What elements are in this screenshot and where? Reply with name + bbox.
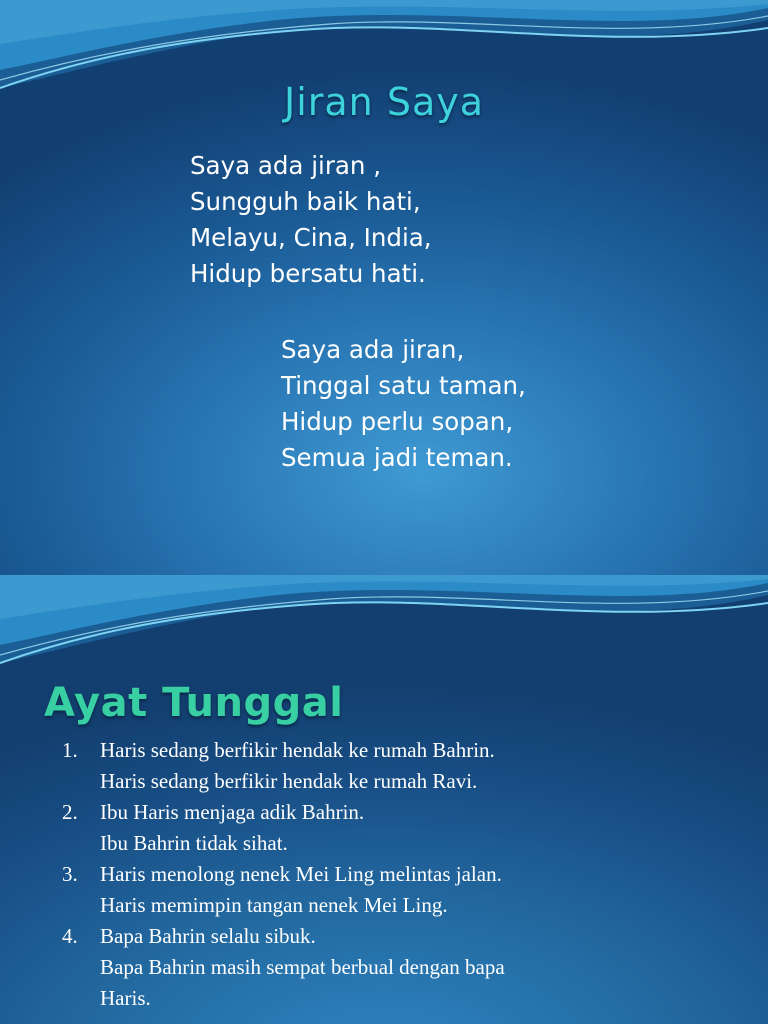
poem-line: Melayu, Cina, India, xyxy=(190,223,432,252)
poem-line: Saya ada jiran , xyxy=(190,151,382,180)
list-item-line: Bapa Bahrin selalu sibuk. xyxy=(100,924,316,948)
poem-stanza-2 xyxy=(281,332,526,476)
list-item-line: Haris sedang berfikir hendak ke rumah Bahrin. xyxy=(100,738,495,762)
list-number: 2. xyxy=(62,800,78,824)
poem-line: Hidup perlu sopan, xyxy=(281,407,514,436)
slide-ayat-tunggal xyxy=(0,575,768,1024)
slide-title: Ayat Tunggal xyxy=(44,680,344,726)
poem-line: Semua jadi teman. xyxy=(281,443,513,472)
list-item-line: Haris. xyxy=(100,986,151,1010)
list-number: 3. xyxy=(62,862,78,886)
list-item-line: Haris menolong nenek Mei Ling melintas jalan. xyxy=(100,862,502,886)
poem-line: Sungguh baik hati, xyxy=(190,187,421,216)
list-item-line: Haris sedang berfikir hendak ke rumah Ravi. xyxy=(100,769,478,793)
poem-line: Tinggal satu taman, xyxy=(281,371,526,400)
list-item-line: Ibu Bahrin tidak sihat. xyxy=(100,831,288,855)
poem-stanza-1 xyxy=(190,148,432,292)
list-item-line: Haris memimpin tangan nenek Mei Ling. xyxy=(100,893,448,917)
list-number: 4. xyxy=(62,924,78,948)
list-item-line: Bapa Bahrin masih sempat berbual dengan bapa xyxy=(100,955,505,979)
list-item-line: Ibu Haris menjaga adik Bahrin. xyxy=(100,800,365,824)
list-number: 1. xyxy=(62,738,78,762)
poem-line: Saya ada jiran, xyxy=(281,335,465,364)
slide-title: Jiran Saya xyxy=(283,80,485,124)
wave-decoration xyxy=(0,575,768,670)
poem-line: Hidup bersatu hati. xyxy=(190,259,426,288)
